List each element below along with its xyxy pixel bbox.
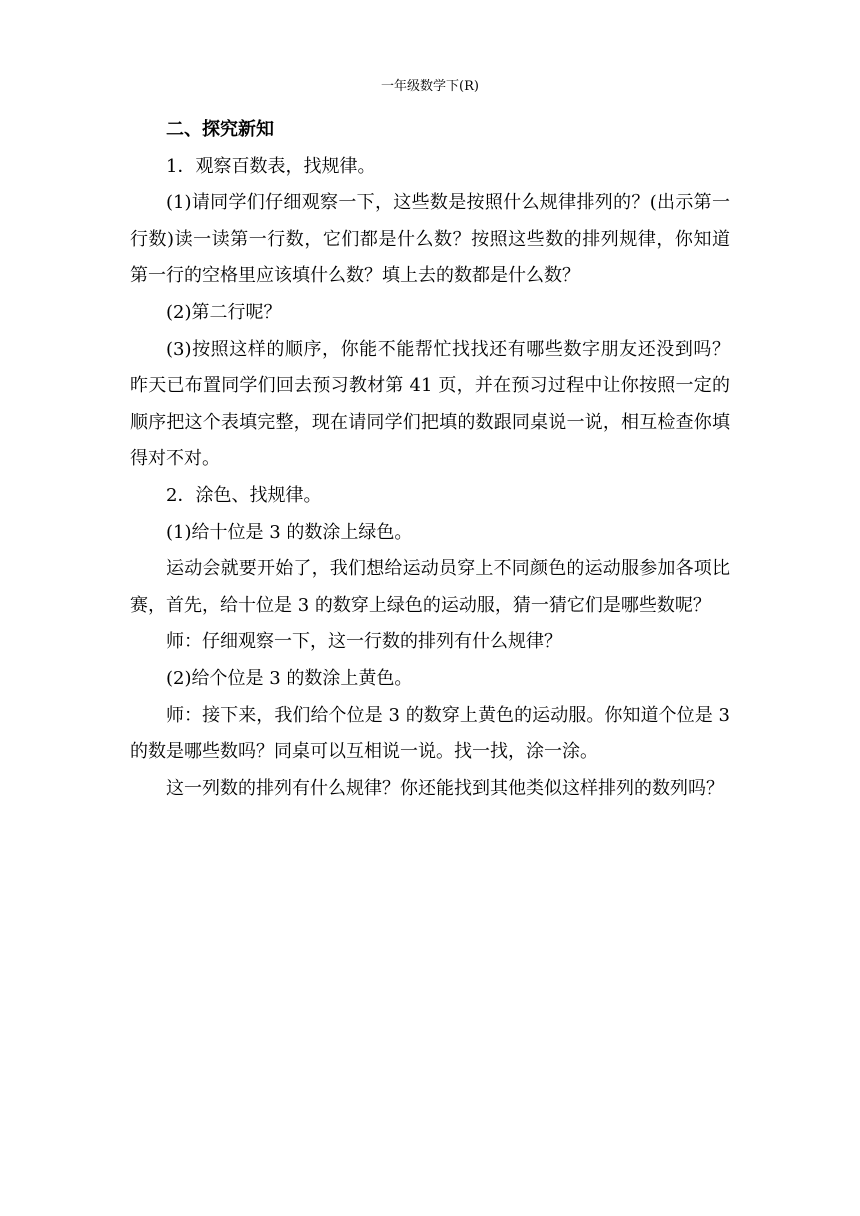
- page-header: 一年级数学下(R): [381, 79, 479, 94]
- paragraph-observe-table: 1．观察百数表，找规律。: [166, 155, 376, 177]
- paragraph-teacher-row-pattern: 师：仔细观察一下，这一行数的排列有什么规律？: [166, 631, 562, 653]
- paragraph-question-1: (1)请同学们仔细观察一下，这些数是按照什么规律排列的？(出示第一行数)读一读第一行数，它们都是什么数？按照这些数的排列规律，你知道第一行的空格里应该填什么数？填上去的数都是什么数？: [130, 192, 730, 287]
- section-title: 二、探究新知: [166, 119, 274, 140]
- paragraph-column-pattern: 这一列数的排列有什么规律？你还能找到其他类似这样排列的数列吗？: [166, 777, 724, 799]
- paragraph-sports-meet: 运动会就要开始了，我们想给运动员穿上不同颜色的运动服参加各项比赛，首先，给十位是 3 的数穿上绿色的运动服，猜一猜它们是哪些数呢？: [130, 558, 730, 616]
- document-body: [130, 112, 730, 807]
- paragraph-coloring-title: 2．涂色、找规律。: [166, 484, 322, 506]
- paragraph-yellow-task: (2)给个位是 3 的数涂上黄色。: [166, 667, 413, 689]
- paragraph-question-3: (3)按照这样的顺序，你能不能帮忙找找还有哪些数字朋友还没到吗？昨天已布置同学们回去预习教材第 41 页，并在预习过程中让你按照一定的顺序把这个表填完整，现在请同学们把填的数跟同桌说一说，相互检查你填得对不对。: [130, 338, 730, 470]
- paragraph-green-task: (1)给十位是 3 的数涂上绿色。: [166, 521, 413, 543]
- paragraph-question-2: (2)第二行呢？: [166, 301, 282, 323]
- paragraph-teacher-yellow: 师：接下来，我们给个位是 3 的数穿上黄色的运动服。你知道个位是 3 的数是哪些数吗？同桌可以互相说一说。找一找，涂一涂。: [130, 704, 730, 763]
